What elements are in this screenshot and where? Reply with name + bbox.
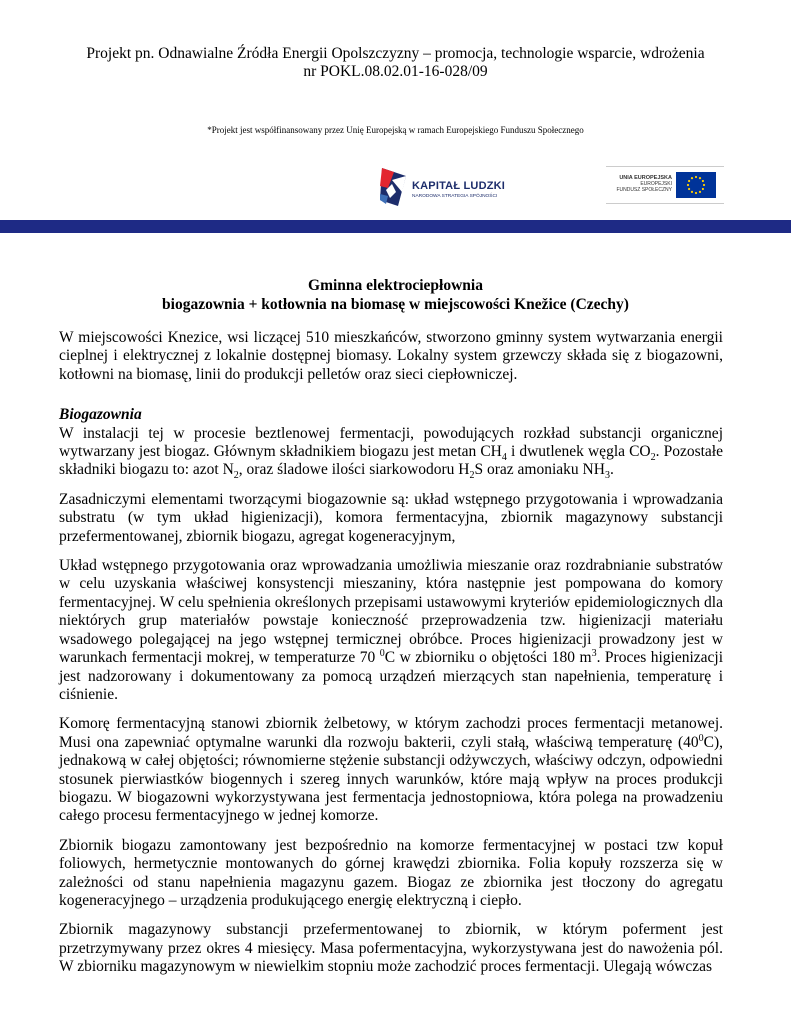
p1-sub-n2: 2 (233, 470, 239, 482)
p1-text-b: i dwutlenek węgla CO (506, 443, 651, 461)
eu-flag-icon (676, 172, 716, 198)
section-heading-biogazownia: Biogazownia (59, 406, 142, 424)
p1-text-d: , oraz śladowe ilości siarkowodoru H (238, 461, 470, 479)
p1-text-a: W instalacji tej w procesie beztlenowej fermentacji, powodujących rozkład substancji organicznej wytwarzany jest biogaz. Głównym składnikiem biogazu jest metan CH (59, 424, 723, 461)
p3-sup-degree: 0 (379, 647, 385, 659)
p4-text-b: C), jednakową w całej objętości; równomierne stężenie substancji odżywczych, właściwy odczyn, odpowiedni stosunek pierwiastków biogennych i szereg innych warunków, które mają wpływ na proces produkcji biogazu. W biogazowni wykorzystywana jest fermentacja jednostopniowa, która polega na prowadzeniu całego procesu fermentacyjnego w jednej komorze. (59, 733, 723, 825)
eu-social-fund-logo (606, 166, 724, 204)
p1-sub-nh3: 3 (604, 470, 610, 482)
document-title: Gminna elektrociepłownia (308, 277, 483, 294)
eu-line1: UNIA EUROPEJSKA (619, 175, 672, 181)
p4-text-a: Komorę fermentacyjną stanowi zbiornik żelbetowy, w którym zachodzi proces fermentacji metanowej. Musi ona zapewniać optymalne warunki dla rozwoju bakterii, czyli stałą, właściwą temperaturę (40 (59, 715, 723, 751)
p1-text-e: S oraz amoniaku NH (474, 461, 605, 479)
document-body (59, 329, 723, 988)
p1-sub-co2: 2 (650, 452, 656, 464)
p1-text-c: . Pozostałe składniki biogazu to: azot N (59, 443, 723, 479)
p1-text-f: . (609, 461, 614, 479)
p3-text-a: Układ wstępnego przygotowania oraz wprowadzania umożliwia mieszanie oraz rozdrabnianie substratów w celu uzyskania właściwej konsystencji mieszaniny, która następnie jest pompowana do komory fermentacyjnej. W celu spełnienia określonych przepisami ustawowymi kryteriów epidemiologicznych dla niektórych grup materiałów powstaje konieczność przeprowadzenia tzw. higienizacji materiału wsadowego polegającej na jego wstępnej termicznej obróbce. Proces higienizacji prowadzony jest w warunkach fermentacji mokrej, w temperaturze 70 (59, 557, 723, 667)
biogas-paragraph-3 (59, 557, 723, 704)
eu-line2: EUROPEJSKI (640, 181, 672, 187)
header-band (0, 220, 791, 233)
intro-paragraph: W miejscowości Knezice, wsi liczącej 510 mieszkańców, stworzono gminny system wytwarzania energii cieplnej i elektrycznej z lokalnie dostępnej biomasy. Lokalny system grzewczy składa się z biogazowni, kotłowni na biomasę, linii do produkcji pelletów oraz sieci ciepłowniczej. (59, 329, 723, 383)
p4-sup-degree: 0 (698, 732, 704, 744)
project-title-line1: Projekt pn. Odnawialne Źródła Energii Opolszczyzny – promocja, technologie wsparcie, wdrożenia (86, 45, 705, 62)
cofinancing-note: *Projekt jest współfinansowany przez Unię Europejską w ramach Europejskiego Funduszu Społecznego (207, 125, 584, 135)
p1-sub-h2s: 2 (469, 470, 475, 482)
project-number: nr POKL.08.02.01-16-028/09 (303, 63, 488, 80)
biogas-paragraph-6: Zbiornik magazynowy substancji przefermentowanej to zbiornik, w którym poferment jest przetrzymywany przez okres 4 miesięcy. Masa pofermentacyjna, wykorzystywana jest do nawożenia pól. W zbiorniku magazynowym w niewielkim stopniu może zachodzić proces fermentacji. Ulegają wówczas (59, 921, 723, 976)
biogas-paragraph-5: Zbiornik biogazu zamontowany jest bezpośrednio na komorze fermentacyjnej w postaci tzw kopuł foliowych, hermetycznie montowanych do górnej krawędzi zbiornika. Folia kopuły rozszerza się w zależności od stanu napełnienia magazynu gazem. Biogaz ze zbiornika jest tłoczony do agregatu kogeneracyjnego – urządzenia produkującego energię elektryczną i ciepło. (59, 836, 723, 909)
kapital-ludzki-subtitle: NARODOWA STRATEGIA SPÓJNOŚCI (412, 194, 498, 199)
biogas-paragraph-2: Zasadniczymi elementami tworzącymi biogazownie są: układ wstępnego przygotowania i wprowadzania substratu (w tym układ higienizacji), komora fermentacyjna, zbiornik magazynowy substancji przefermentowanej, zbiornik biogazu, agregat kogeneracyjnym, (59, 490, 723, 545)
kapital-ludzki-flag-icon (378, 166, 408, 208)
p3-text-b: C w zbiorniku o objętości 180 m (384, 649, 592, 667)
kapital-ludzki-logo (378, 166, 518, 210)
kapital-ludzki-title: KAPITAŁ LUDZKI (412, 180, 506, 192)
p3-sup-cubic: 3 (591, 647, 597, 659)
document-subtitle: biogazownia + kotłownia na biomasę w miejscowości Knežice (Czechy) (162, 296, 629, 313)
eu-logo-text (612, 175, 672, 193)
biogas-paragraph-4 (59, 715, 723, 825)
p1-sub-ch4: 4 (501, 452, 507, 464)
biogas-paragraph-1 (59, 406, 723, 480)
eu-line3: FUNDUSZ SPOŁECZNY (616, 187, 672, 193)
p3-text-c: . Proces higienizacji jest nadzorowany i dokumentowany za pomocą urządzeń mierzących stan napełnienia, temperaturę i ciśnienie. (59, 649, 724, 703)
